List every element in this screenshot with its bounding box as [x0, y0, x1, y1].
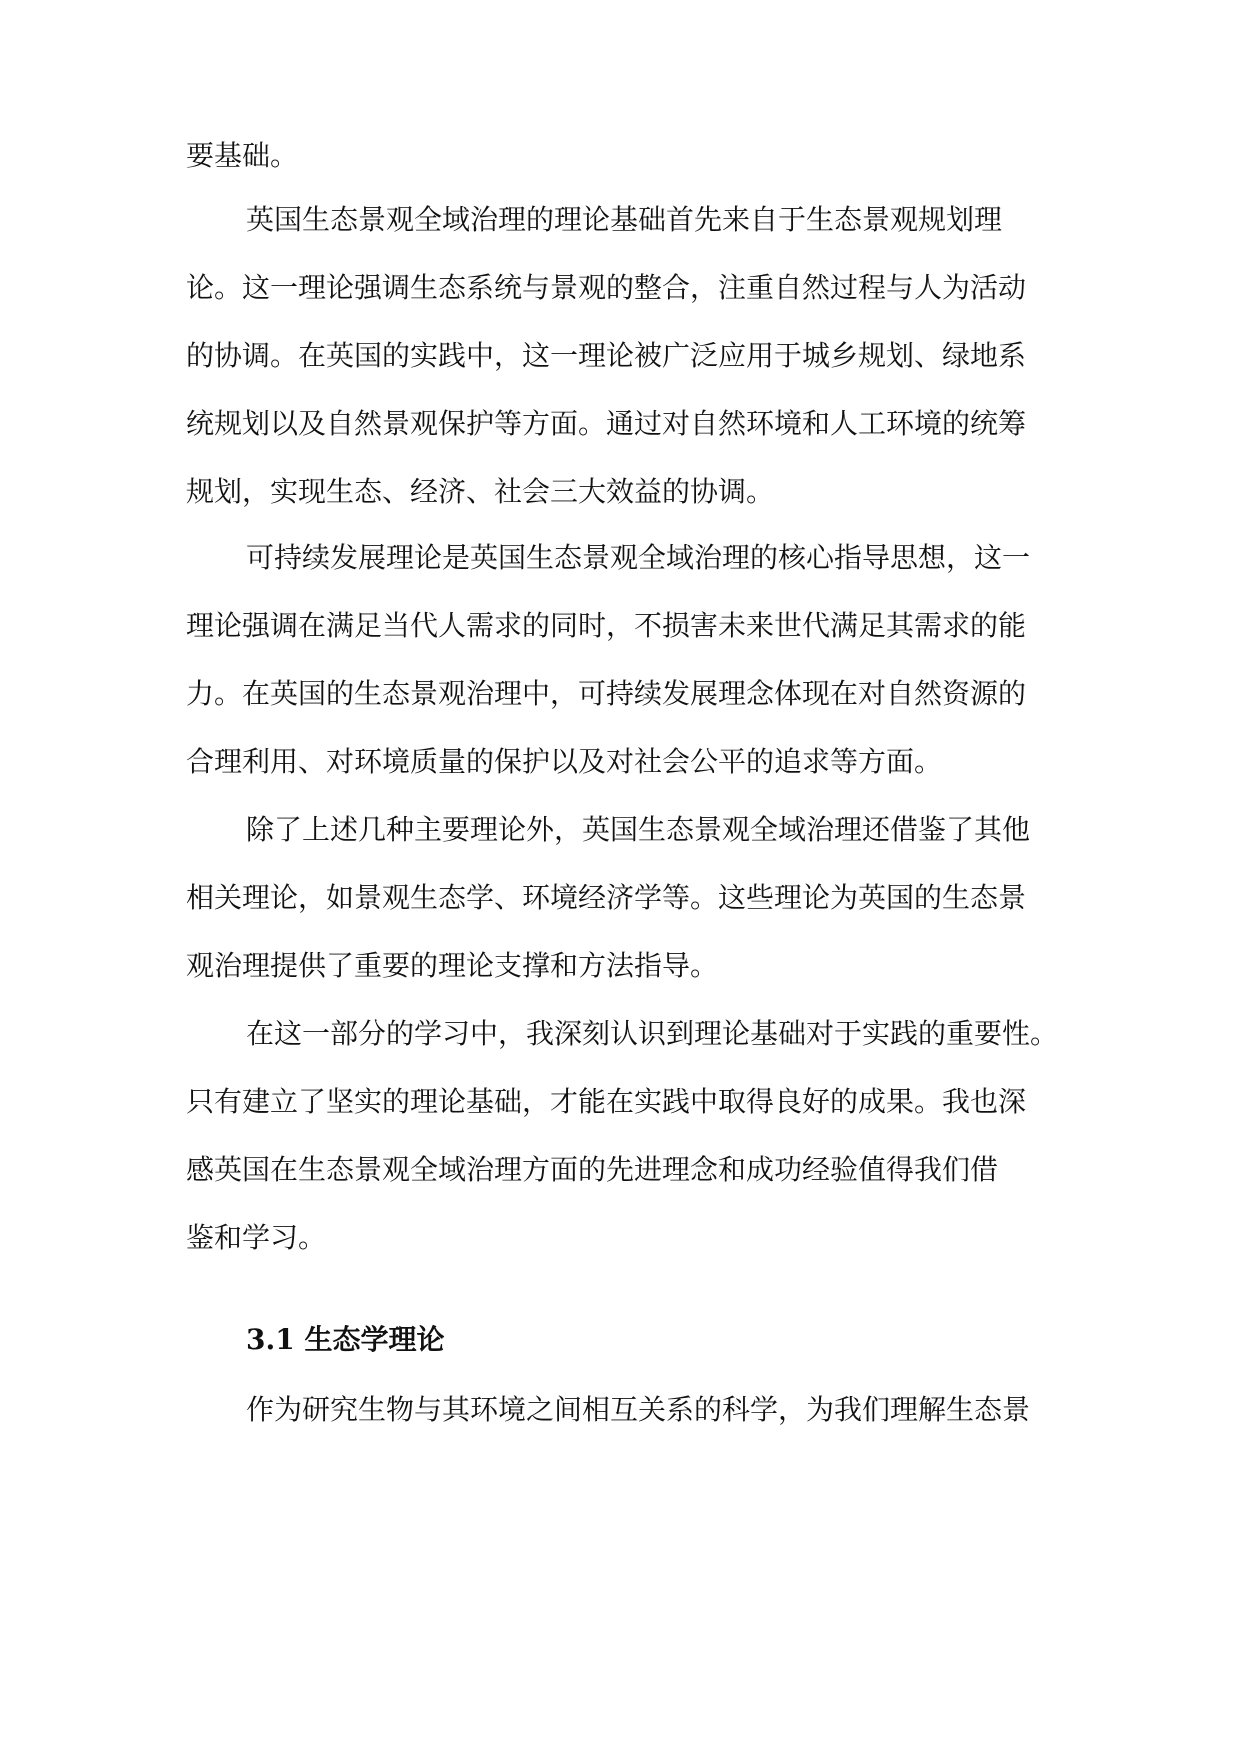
- paragraph-line: 可持续发展理论是英国生态景观全域治理的核心指导思想，这一: [246, 541, 1031, 574]
- paragraph-line: 相关理论，如景观生态学、环境经济学等。这些理论为英国的生态景: [186, 881, 1027, 914]
- paragraph-line: 感英国在生态景观全域治理方面的先进理念和成功经验值得我们借: [186, 1153, 999, 1186]
- section-heading: 3.1 生态学理论: [246, 1323, 445, 1356]
- paragraph-line: 英国生态景观全域治理的理论基础首先来自于生态景观规划理: [246, 203, 1003, 236]
- paragraph-line: 要基础。: [186, 139, 299, 172]
- paragraph-line: 只有建立了坚实的理论基础，才能在实践中取得良好的成果。我也深: [186, 1085, 1027, 1118]
- paragraph-line: 论。这一理论强调生态系统与景观的整合，注重自然过程与人为活动: [186, 271, 1027, 304]
- paragraph-line: 观治理提供了重要的理论支撑和方法指导。: [186, 949, 719, 982]
- paragraph-line: 统规划以及自然景观保护等方面。通过对自然环境和人工环境的统筹: [186, 407, 1027, 440]
- paragraph-line: 在这一部分的学习中，我深刻认识到理论基础对于实践的重要性。: [246, 1017, 1059, 1050]
- paragraph-line: 鉴和学习。: [186, 1221, 327, 1254]
- paragraph-line: 的协调。在英国的实践中，这一理论被广泛应用于城乡规划、绿地系: [186, 339, 1027, 372]
- paragraph-line: 合理利用、对环境质量的保护以及对社会公平的追求等方面。: [186, 745, 943, 778]
- paragraph-line: 理论强调在满足当代人需求的同时，不损害未来世代满足其需求的能: [186, 609, 1027, 642]
- paragraph-line: 力。在英国的生态景观治理中，可持续发展理念体现在对自然资源的: [186, 677, 1027, 710]
- paragraph-line: 规划，实现生态、经济、社会三大效益的协调。: [186, 475, 775, 508]
- paragraph-line: 除了上述几种主要理论外，英国生态景观全域治理还借鉴了其他: [246, 813, 1031, 846]
- paragraph-line: 作为研究生物与其环境之间相互关系的科学，为我们理解生态景: [246, 1393, 1031, 1426]
